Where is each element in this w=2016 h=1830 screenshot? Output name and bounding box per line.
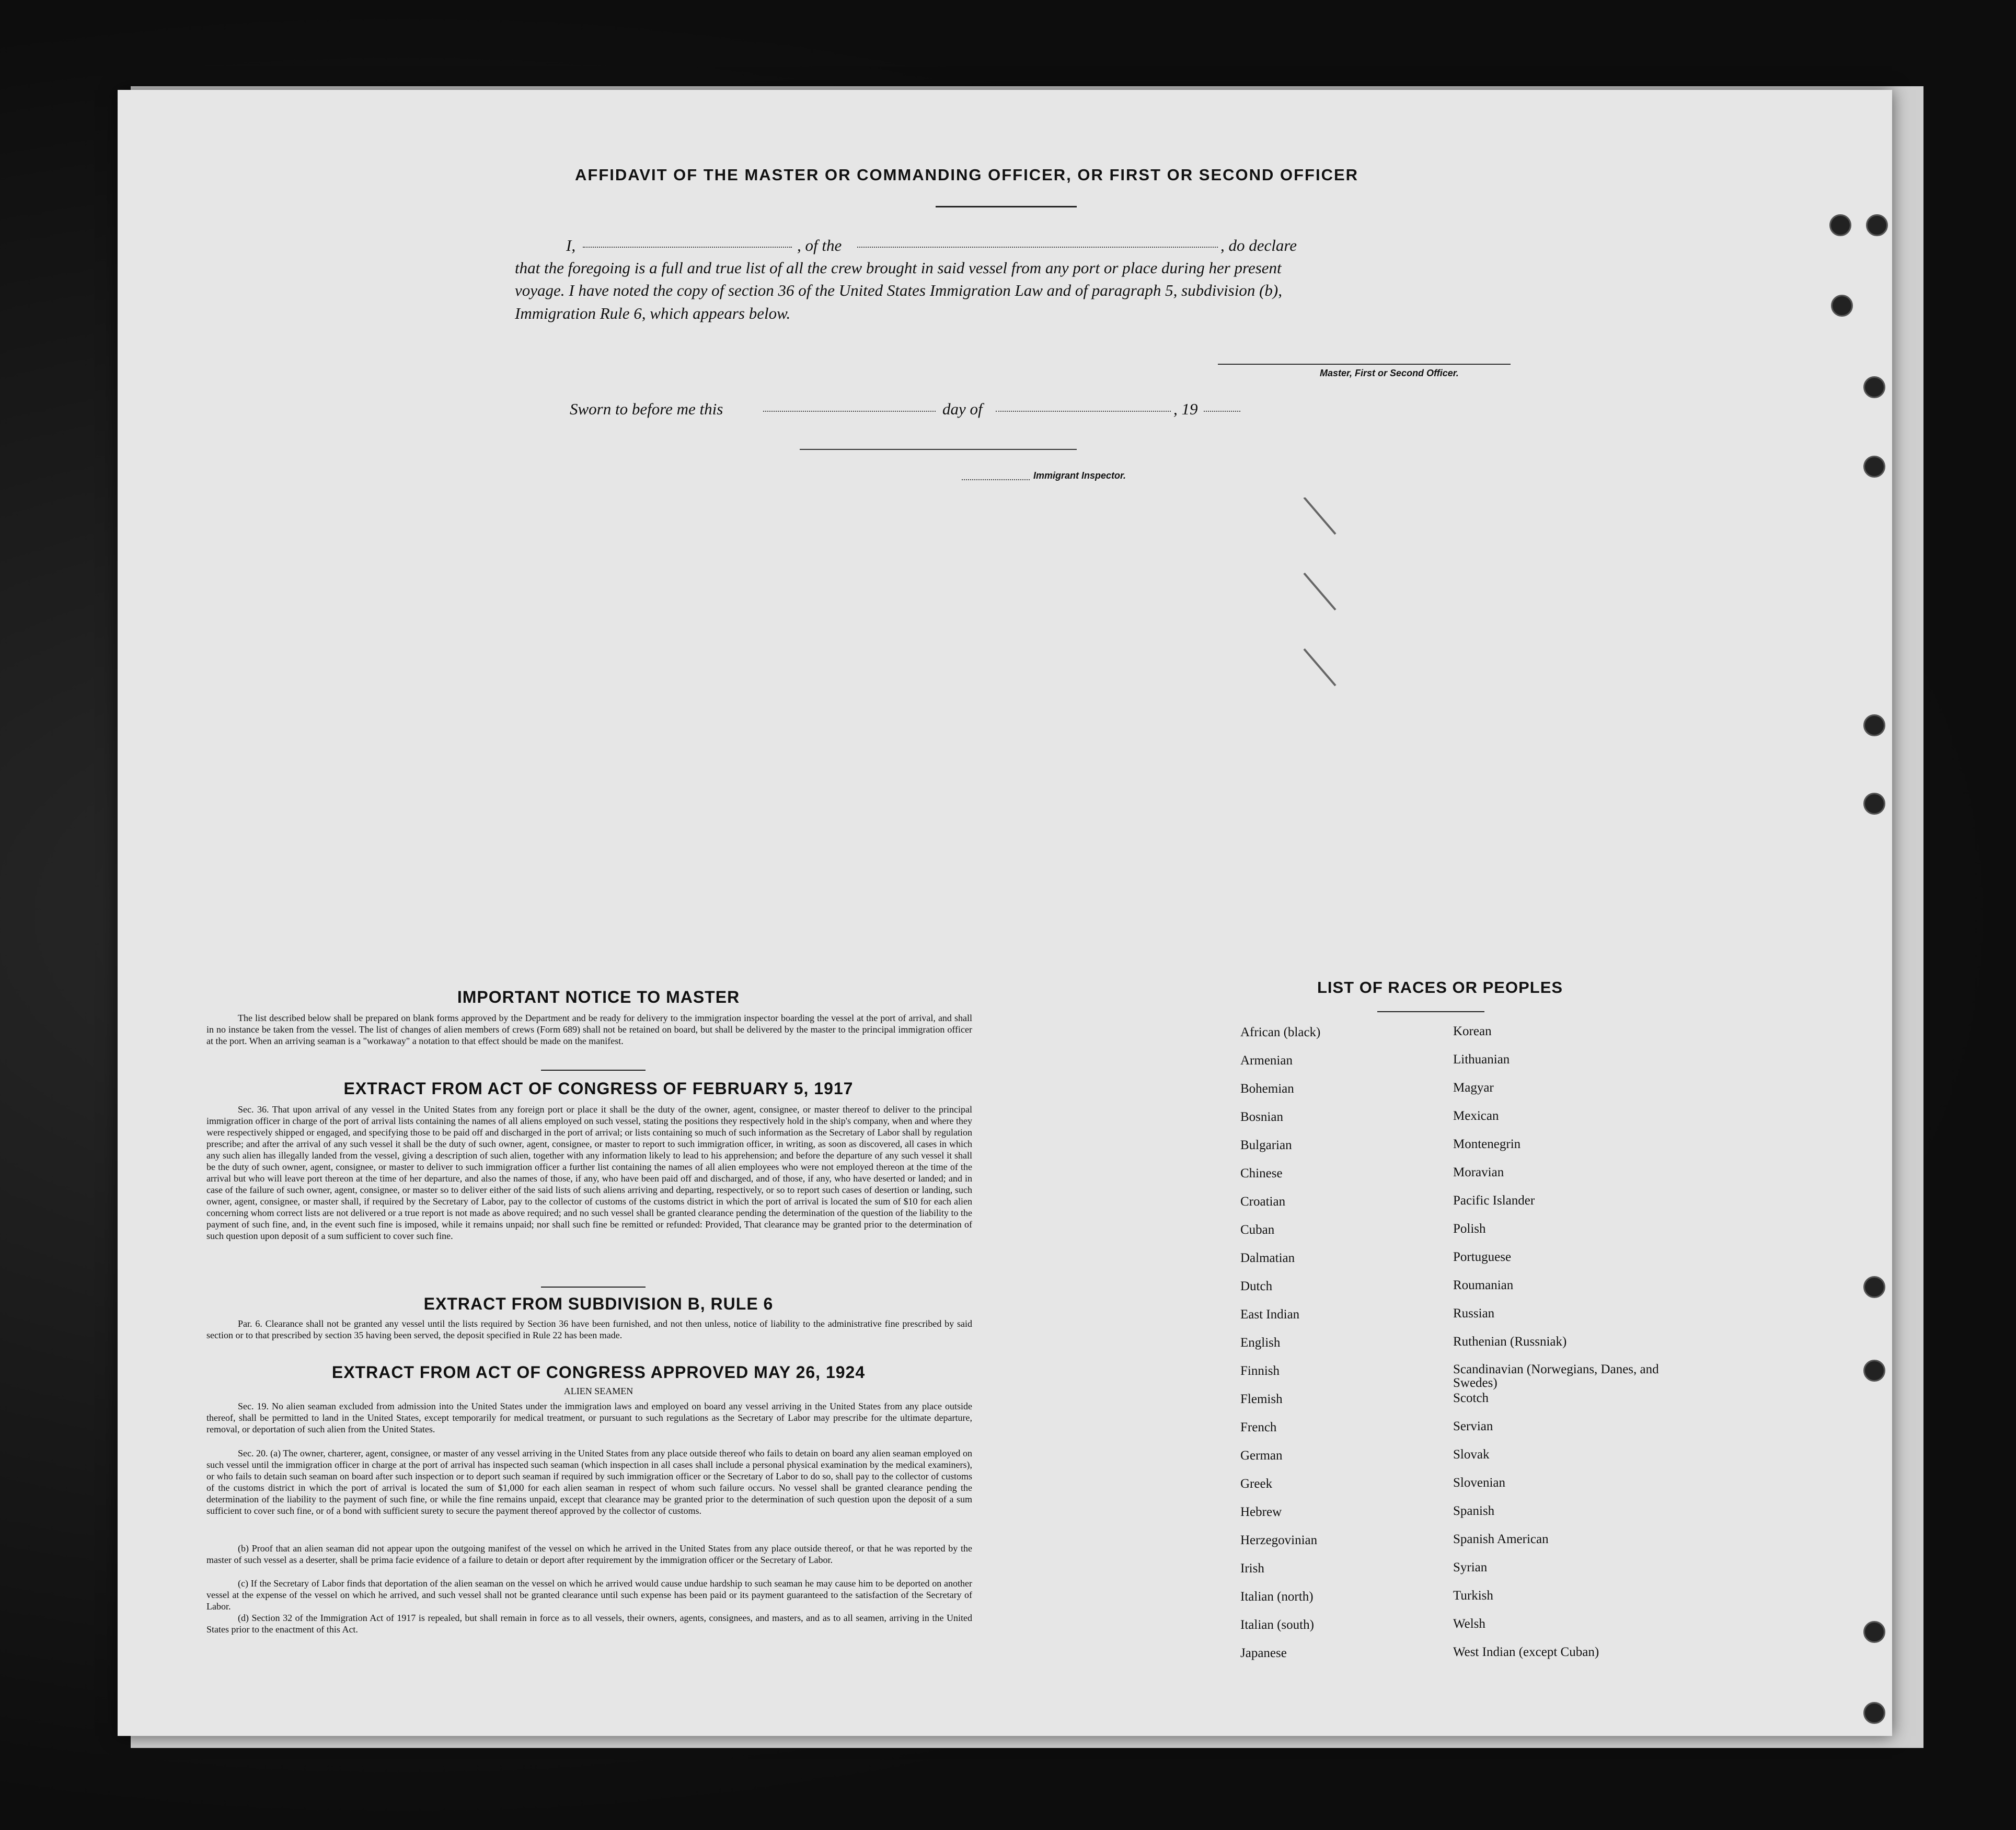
inspector-signature-line bbox=[800, 449, 1077, 450]
affidavit-line-do-declare: , do declare bbox=[1220, 236, 1297, 254]
race-item: Russian bbox=[1453, 1306, 1495, 1321]
sworn-day-blank bbox=[763, 411, 936, 412]
race-item: Italian (north) bbox=[1240, 1590, 1314, 1604]
notice-text: The list described below shall be prepared on blank forms approved by the Department and be ready for delivery to the immigration inspector boarding the vessel at the port of arrival, and shall in no instance be taken from the vessel. The list of changes of alien members of crews (Form 689) shall not be retained on board, but shall be delivered by the master to the principal immigration officer at the port. When an arriving seaman is a "workaway" a notation to that effect should be made on the manifest. bbox=[206, 1013, 972, 1046]
binder-hole-icon bbox=[1863, 1360, 1885, 1382]
extract-1917-rule bbox=[541, 1287, 646, 1288]
document-page bbox=[118, 90, 1892, 1736]
race-item: Magyar bbox=[1453, 1081, 1494, 1095]
binder-hole-icon bbox=[1863, 1621, 1885, 1643]
race-item: Pacific Islander bbox=[1453, 1194, 1535, 1208]
binder-hole-icon bbox=[1863, 1276, 1885, 1298]
affidavit-body-line3: Immigration Rule 6, which appears below. bbox=[515, 304, 791, 322]
inspector-caption: Immigrant Inspector. bbox=[1033, 470, 1126, 481]
sworn-day-of: day of bbox=[942, 400, 983, 418]
race-item: Hebrew bbox=[1240, 1505, 1282, 1519]
race-item: Slovak bbox=[1453, 1447, 1490, 1462]
affidavit-body-line2: voyage. I have noted the copy of section 36 of the United States Immigration Law and of paragraph 5, subdivision (b), bbox=[515, 281, 1282, 299]
race-item: Spanish American bbox=[1453, 1532, 1549, 1546]
sec20a-text: Sec. 20. (a) The owner, charterer, agent, consignee, or master of any vessel arriving in the United States from any place outside thereof who fails to detain on board any alien seaman employed on such vessel until the immigration officer in charge at the port of arrival has inspected such seaman (which inspection in all cases shall include a personal physical examination by the medical examiners), or who fails to detain such seaman on board after such inspection or to deport such seaman if required by such immigration officer or the Secretary of Labor to do so, shall pay to the collector of customs of the customs district in which the port of arrival is located the sum of $1,000 for each alien seaman in respect of whom such failure occurs. No vessel shall be granted clearance pending the determination of the liability to the payment of such fine, or while the fine remains unpaid, except that clearance may be granted prior to the determination of such question upon the deposit of a sum sufficient to cover such fine, or of a bond with sufficient surety to secure the payment thereof approved by the collector of customs. bbox=[206, 1448, 972, 1516]
race-item: Bohemian bbox=[1240, 1082, 1294, 1096]
race-item: Herzegovinian bbox=[1240, 1533, 1318, 1547]
races-left-list bbox=[1240, 1025, 1423, 1674]
extract-1924-subheading: ALIEN SEAMEN bbox=[563, 1386, 633, 1396]
affidavit-line-of-the: , of the bbox=[797, 236, 842, 254]
binder-hole-icon bbox=[1863, 793, 1885, 815]
races-right-list bbox=[1453, 1024, 1683, 1673]
title-rule bbox=[936, 206, 1077, 207]
affidavit-title: AFFIDAVIT OF THE MASTER OR COMMANDING OFFICER, OR FIRST OR SECOND OFFICER bbox=[575, 166, 1359, 184]
sworn-prefix: Sworn to before me this bbox=[570, 400, 723, 418]
binder-hole-icon bbox=[1863, 714, 1885, 736]
race-item: Mexican bbox=[1453, 1109, 1499, 1123]
race-item: Dalmatian bbox=[1240, 1251, 1295, 1265]
race-item: Moravian bbox=[1453, 1165, 1504, 1179]
race-item: Polish bbox=[1453, 1222, 1486, 1236]
race-item: Italian (south) bbox=[1240, 1618, 1314, 1632]
race-item: Armenian bbox=[1240, 1053, 1293, 1068]
race-item: Greek bbox=[1240, 1477, 1273, 1491]
extract-1917-heading: EXTRACT FROM ACT OF CONGRESS OF FEBRUARY 5, 1917 bbox=[343, 1079, 854, 1098]
race-item: Roumanian bbox=[1453, 1278, 1514, 1292]
race-item: Servian bbox=[1453, 1419, 1493, 1433]
sec20b-text: (b) Proof that an alien seaman did not appear upon the outgoing manifest of the vessel on which he arrived in the United States from any place outside thereof, or that he was reported by the master of such vessel as a deserter, shall be prima facie evidence of a failure to detain or deport after requirement by the immigration officer or the Secretary of Labor. bbox=[206, 1543, 972, 1565]
sworn-year: , 19 bbox=[1173, 400, 1198, 418]
binder-hole-icon bbox=[1829, 214, 1851, 236]
signature-caption: Master, First or Second Officer. bbox=[1320, 368, 1459, 378]
race-item: Korean bbox=[1453, 1024, 1492, 1038]
signature-line bbox=[1218, 364, 1511, 365]
sec19-text: Sec. 19. No alien seaman excluded from admission into the United States under the immigration laws and employed on board any vessel arriving in the United States from any place outside thereof, shall be permitted to land in the United States, except temporarily for medical treatment, or pursuant to such regulations as the Secretary of Labor may prescribe for the ultimate departure, removal, or deportation of such alien from the United States. bbox=[206, 1401, 972, 1434]
vessel-blank bbox=[857, 247, 1218, 248]
race-item: Japanese bbox=[1240, 1646, 1287, 1660]
race-item: Croatian bbox=[1240, 1195, 1286, 1209]
race-item: African (black) bbox=[1240, 1025, 1321, 1039]
race-item: English bbox=[1240, 1336, 1281, 1350]
races-rule bbox=[1377, 1011, 1484, 1012]
race-item: Bosnian bbox=[1240, 1110, 1283, 1124]
race-item: Welsh bbox=[1453, 1617, 1485, 1631]
inspector-blank bbox=[962, 479, 1030, 480]
binder-hole-icon bbox=[1863, 376, 1885, 398]
race-item: Scandinavian (Norwegians, Danes, and Swedes) bbox=[1453, 1362, 1659, 1390]
sec20c-text: (c) If the Secretary of Labor finds that deportation of the alien seaman on the vessel on which he arrived would cause undue hardship to such seaman he may cause him to be deported on another vessel at the expense of the vessel on which he arrived, and such vessel shall not be granted clearance until such expense has been paid or its payment guaranteed to the satisfaction of the Secretary of Labor. bbox=[206, 1578, 972, 1612]
race-item: Finnish bbox=[1240, 1364, 1280, 1378]
race-item: Ruthenian (Russniak) bbox=[1453, 1335, 1567, 1349]
race-item: Dutch bbox=[1240, 1279, 1273, 1293]
rule6-heading: EXTRACT FROM SUBDIVISION B, RULE 6 bbox=[423, 1294, 774, 1313]
extract-1917-text: Sec. 36. That upon arrival of any vessel in the United States from any foreign port or place it shall be the duty of the owner, agent, consignee, or master thereof to deliver to the principal immigration officer in charge of the port of arrival lists containing the names of all aliens employed on such vessel, stating the positions they respectively hold in the ship's company, when and where they were respectively shipped or engaged, and specifying those to be paid off and discharged in the port of arrival; or lists containing so much of such information as the Secretary of Labor shall by regulation prescribe; and after the arrival of any such vessel it shall be the duty of such owner, agent, consignee, or master to report to such immigration officer, in writing, as soon as discovered, all cases in which any such alien has illegally landed from the vessel, giving a description of such alien, together with any information likely to lead to his apprehension; and before the departure of any such vessel it shall be the duty of such owner, agent, consignee, or master to deliver to such immigration officer a further list containing the names of all alien employees who were not employed thereon at the time of the arrival but who will leave port thereon at the time of her departure, and also the names of those, if any, who have been paid off and discharged, and of those, if any, who have deserted or landed; and in case of the failure of such owner, agent, consignee, or master so to deliver either of the said lists of such aliens arriving and departing, respectively, or so to report such cases of desertion or landing, such owner, agent, consignee, or master shall, if required by the Secretary of Labor, pay to the collector of customs of the customs district in which the port of arrival is located the sum of $10 for each alien concerning whom correct lists are not delivered or a true report is not made as above required; and no such vessel shall be granted clearance pending the determination of the question of the liability to the payment of such fine, and, in the event such fine is imposed, while it remains unpaid; nor shall such fine be remitted or refunded: Provided, That clearance may be granted prior to the determination of such question upon deposit of a sum sufficient to cover such fine. bbox=[206, 1104, 973, 1241]
binder-hole-icon bbox=[1863, 1702, 1885, 1724]
sworn-month-blank bbox=[996, 411, 1171, 412]
extract-1924-heading: EXTRACT FROM ACT OF CONGRESS APPROVED MAY 26, 1924 bbox=[331, 1363, 866, 1382]
race-item: Spanish bbox=[1453, 1504, 1495, 1518]
notice-rule bbox=[541, 1070, 646, 1071]
sec20d-text: (d) Section 32 of the Immigration Act of 1917 is repealed, but shall remain in force as to all vessels, their owners, agents, consignees, and masters, and as to all seamen, arriving in the United States prior to the enactment of this Act. bbox=[206, 1613, 972, 1635]
binder-hole-icon bbox=[1831, 295, 1853, 317]
race-item: Turkish bbox=[1453, 1589, 1493, 1603]
race-item: Cuban bbox=[1240, 1223, 1275, 1237]
binder-hole-icon bbox=[1863, 456, 1885, 478]
race-item: Syrian bbox=[1453, 1560, 1488, 1574]
race-item: German bbox=[1240, 1449, 1283, 1463]
binder-hole-icon bbox=[1866, 214, 1888, 236]
race-item: East Indian bbox=[1240, 1307, 1300, 1322]
races-heading: LIST OF RACES OR PEOPLES bbox=[1317, 978, 1563, 997]
race-item: Slovenian bbox=[1453, 1476, 1505, 1490]
notice-heading: IMPORTANT NOTICE TO MASTER bbox=[457, 988, 740, 1006]
sworn-year-blank bbox=[1204, 411, 1240, 412]
race-item: Scotch bbox=[1453, 1391, 1489, 1405]
race-item: French bbox=[1240, 1420, 1277, 1434]
name-blank bbox=[583, 247, 792, 248]
race-item: Bulgarian bbox=[1240, 1138, 1292, 1152]
affidavit-line-i: I, bbox=[566, 236, 576, 254]
affidavit-body-line1: that the foregoing is a full and true list of all the crew brought in said vessel from any port or place during her present bbox=[515, 259, 1282, 277]
race-item: Montenegrin bbox=[1453, 1137, 1521, 1151]
race-item: Chinese bbox=[1240, 1166, 1283, 1180]
race-item: Lithuanian bbox=[1453, 1052, 1510, 1067]
race-item: West Indian (except Cuban) bbox=[1453, 1645, 1599, 1659]
rule6-text: Par. 6. Clearance shall not be granted any vessel until the lists required by Section 36 have been furnished, and not then unless, notice of liability to the administrative fine prescribed by said section or to that prescribed by section 35 having been served, the deposit specified in Rule 22 has been made. bbox=[206, 1318, 972, 1340]
race-item: Irish bbox=[1240, 1561, 1264, 1576]
race-item: Portuguese bbox=[1453, 1250, 1512, 1264]
race-item: Flemish bbox=[1240, 1392, 1283, 1406]
